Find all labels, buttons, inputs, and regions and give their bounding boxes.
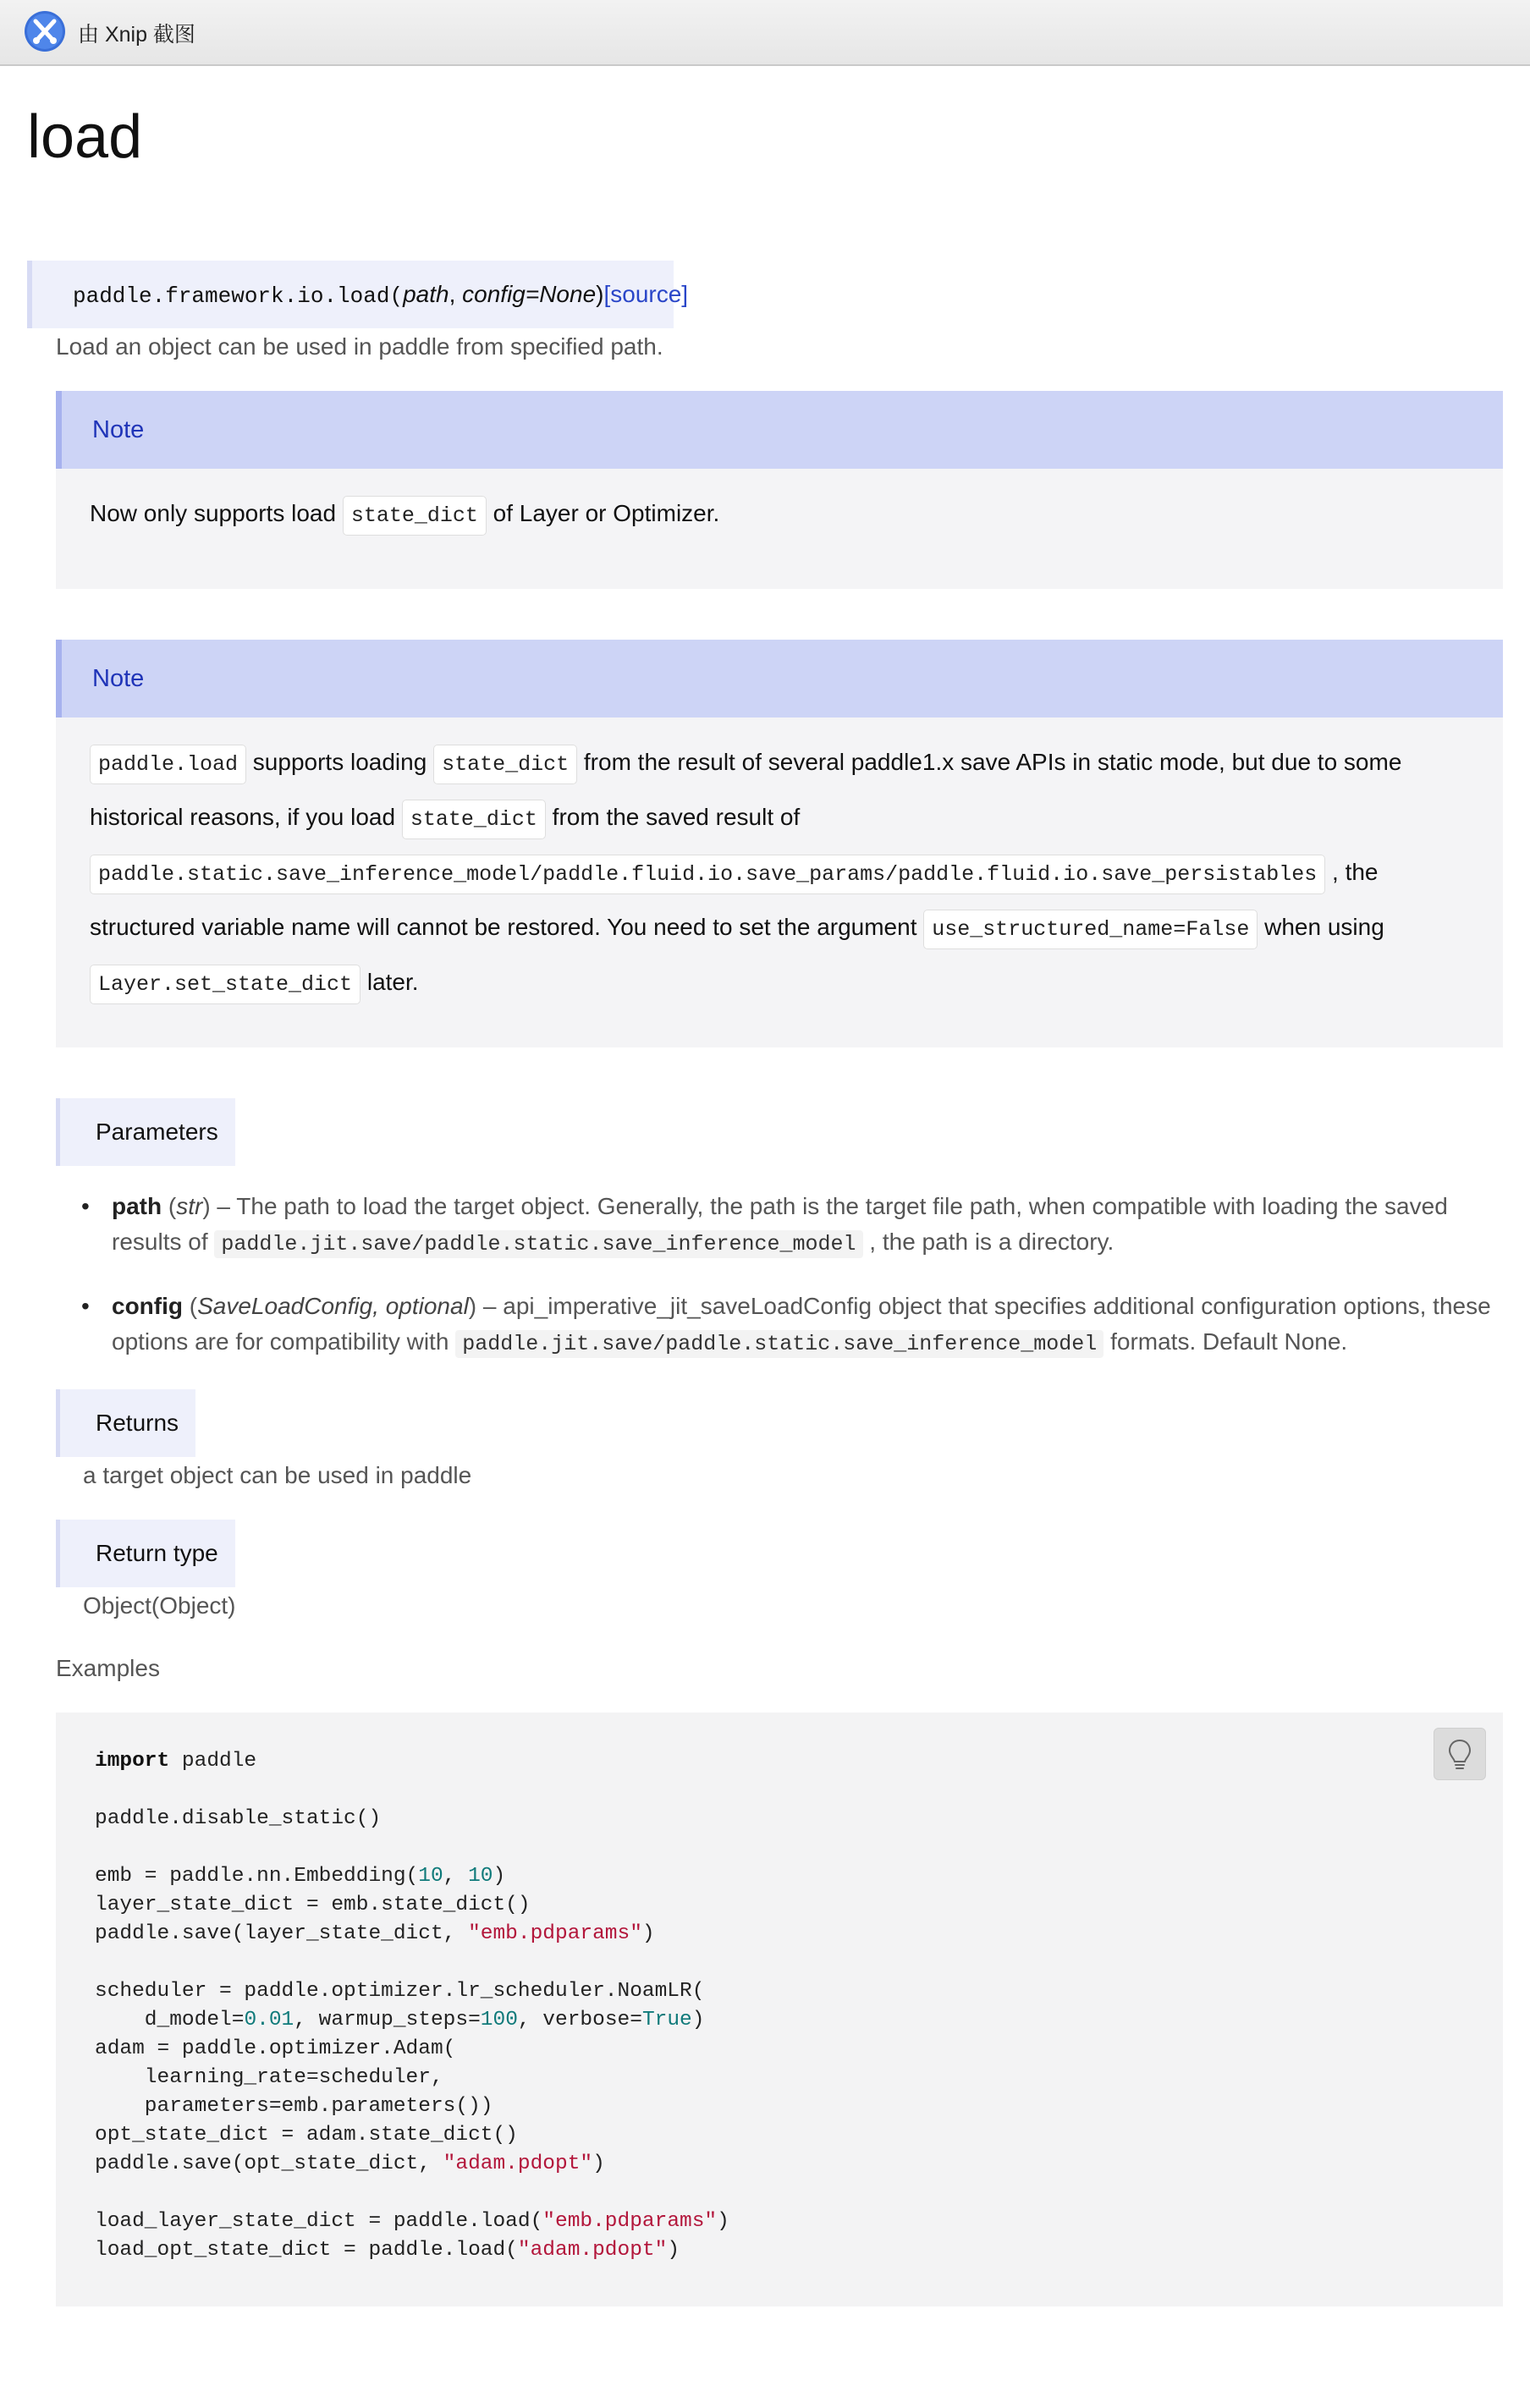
source-link[interactable]: [source] xyxy=(603,281,689,307)
bullet: • xyxy=(81,1293,90,1319)
code-line: opt_state_dict = adam.state_dict() xyxy=(95,2124,518,2147)
code-line: paddle.disable_static() xyxy=(95,1807,382,1830)
code-text: paddle.save(opt_state_dict, xyxy=(95,2152,443,2175)
parameters-label: Parameters xyxy=(56,1098,235,1166)
note-text: when using xyxy=(1258,914,1384,940)
code-text: ) xyxy=(691,2009,705,2031)
returns-label: Returns xyxy=(56,1389,195,1457)
inline-code: paddle.jit.save/paddle.static.save_inference_model xyxy=(455,1330,1103,1358)
note-text: supports loading xyxy=(246,749,434,775)
signature-prefix: paddle.framework.io.load( xyxy=(73,283,404,309)
code-content xyxy=(95,1747,1464,2265)
note-box-1 xyxy=(56,391,1503,589)
page-title: load xyxy=(27,103,143,171)
note-title: Note xyxy=(56,391,1503,469)
inline-code: paddle.jit.save/paddle.static.save_inference_model xyxy=(214,1230,862,1258)
code-number: 10 xyxy=(418,1865,443,1888)
code-number: 100 xyxy=(480,2009,518,2031)
inline-code: state_dict xyxy=(402,800,546,839)
note-box-2 xyxy=(56,640,1503,1047)
code-text: ) xyxy=(641,1922,655,1945)
param-description: formats. Default None. xyxy=(1103,1328,1348,1355)
return-type-text: Object(Object) xyxy=(83,1592,236,1619)
param-type: SaveLoadConfig, optional xyxy=(197,1293,469,1319)
code-example xyxy=(56,1713,1503,2306)
code-text: paddle.save(layer_state_dict, xyxy=(95,1922,469,1945)
parameters-list xyxy=(81,1189,1511,1388)
code-keyword: import xyxy=(95,1750,170,1773)
code-text: load_layer_state_dict = paddle.load( xyxy=(95,2210,543,2233)
list-item: • config (SaveLoadConfig, optional) – api_imperative_jit_saveLoadConfig object that specifies additional configuration options, these options are for compatibility with paddle.jit.save/paddle.static.save_inference_model formats. Default None. xyxy=(81,1289,1511,1362)
note-text: , the structured variable name will cannot be restored. You need to set the argument xyxy=(90,859,1379,940)
code-text: ) xyxy=(493,1865,506,1888)
signature-suffix: ) xyxy=(596,281,604,307)
note-body xyxy=(56,469,1503,542)
param-name: config xyxy=(112,1293,183,1319)
inline-code: Layer.set_state_dict xyxy=(90,965,360,1004)
code-text: ) xyxy=(717,2210,729,2233)
note-body xyxy=(56,717,1503,1011)
code-string: "emb.pdparams" xyxy=(542,2210,718,2233)
signature-sep: , xyxy=(449,281,463,307)
list-item: • path (str) – The path to load the target object. Generally, the path is the target file path, when compatible with loading the saved results of paddle.jit.save/paddle.static.save_inference_model , the path is a directory. xyxy=(81,1189,1511,1262)
lightbulb-icon xyxy=(1447,1738,1472,1770)
inline-code: state_dict xyxy=(433,745,577,784)
code-text: , xyxy=(443,1865,469,1888)
code-line: layer_state_dict = emb.state_dict() xyxy=(95,1894,531,1916)
code-line: parameters=emb.parameters()) xyxy=(95,2095,493,2118)
param-type: str xyxy=(176,1193,203,1219)
bullet: • xyxy=(81,1193,90,1219)
code-line: learning_rate=scheduler, xyxy=(95,2066,443,2089)
examples-label: Examples xyxy=(56,1655,160,1681)
param-description: – api_imperative_jit_saveLoadConfig object that specifies additional configuration options, these options are for compatibility with xyxy=(112,1293,1491,1355)
code-string: "emb.pdparams" xyxy=(468,1922,642,1945)
signature-param-config: config=None xyxy=(462,281,597,307)
note-text: later. xyxy=(360,969,419,995)
param-description: , the path is a directory. xyxy=(862,1229,1114,1255)
inline-code: state_dict xyxy=(343,496,487,536)
code-text: d_model= xyxy=(95,2009,245,2031)
note-text: of Layer or Optimizer. xyxy=(486,500,720,526)
copy-button[interactable] xyxy=(1434,1728,1486,1780)
note-text: from the saved result of xyxy=(545,804,801,830)
code-string: "adam.pdopt" xyxy=(517,2239,668,2262)
code-text: ) xyxy=(592,2152,605,2175)
inline-code: use_structured_name=False xyxy=(923,910,1258,949)
function-signature xyxy=(27,261,689,328)
code-text: ) xyxy=(667,2239,680,2262)
window-titlebar xyxy=(0,0,1530,66)
param-description: – The path to load the target object. Generally, the path is the target file path, when compatible with loading the saved results of xyxy=(112,1193,1448,1255)
description: Load an object can be used in paddle from specified path. xyxy=(56,333,663,360)
signature-param-path: path xyxy=(403,281,449,307)
code-text: paddle xyxy=(169,1750,257,1773)
xnip-app-icon xyxy=(24,10,66,52)
inline-code: paddle.load xyxy=(90,745,246,784)
note-title: Note xyxy=(56,640,1503,717)
note-text: Now only supports load xyxy=(90,500,343,526)
titlebar-text: 由 Xnip 截图 xyxy=(78,23,195,47)
note-text: from the result of several paddle1.x save APIs in static mode, but due to some historical reasons, if you load xyxy=(90,749,1402,830)
code-text: , warmup_steps= xyxy=(294,2009,481,2031)
code-line: adam = paddle.optimizer.Adam( xyxy=(95,2037,456,2060)
return-type-label: Return type xyxy=(56,1520,235,1587)
param-name: path xyxy=(112,1193,162,1219)
code-text: load_opt_state_dict = paddle.load( xyxy=(95,2239,518,2262)
code-text: emb = paddle.nn.Embedding( xyxy=(95,1865,419,1888)
code-line: scheduler = paddle.optimizer.lr_scheduler.NoamLR( xyxy=(95,1980,705,2003)
code-constant: True xyxy=(641,2009,692,2031)
code-number: 10 xyxy=(468,1865,493,1888)
inline-code: paddle.static.save_inference_model/paddle.fluid.io.save_params/paddle.fluid.io.save_persistables xyxy=(90,855,1325,894)
returns-text: a target object can be used in paddle xyxy=(83,1462,472,1488)
code-text: , verbose= xyxy=(517,2009,642,2031)
code-string: "adam.pdopt" xyxy=(443,2152,593,2175)
code-number: 0.01 xyxy=(244,2009,294,2031)
